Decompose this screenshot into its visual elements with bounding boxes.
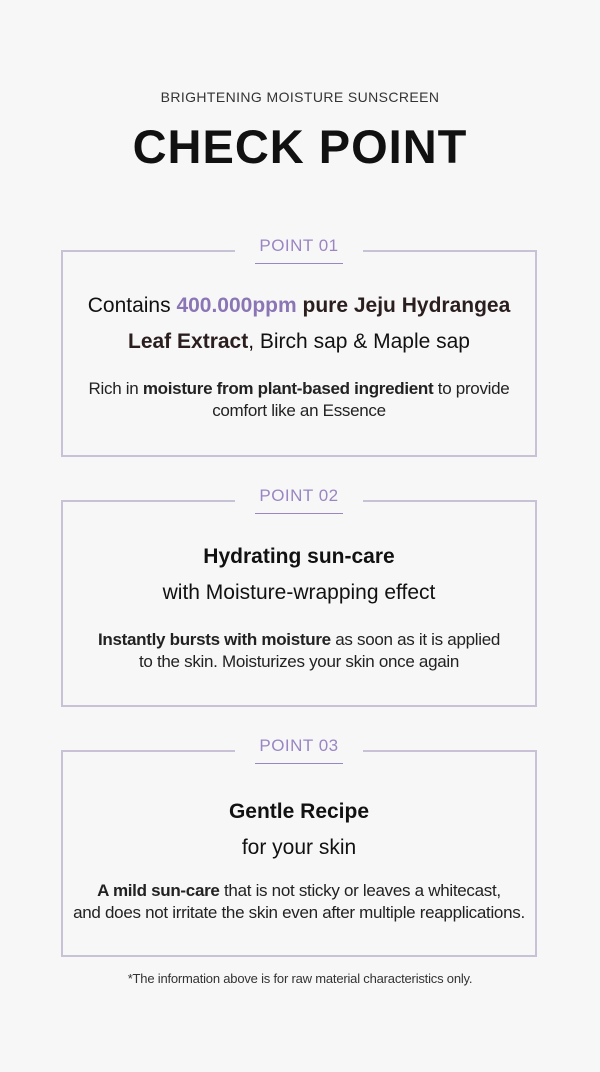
point-label: POINT 01 <box>259 236 339 255</box>
point-headline: Hydrating sun-care <box>203 545 395 568</box>
point-card-3 <box>61 736 537 957</box>
point-badge-2 <box>235 485 363 514</box>
page-title: CHECK POINT <box>132 120 468 173</box>
point-subhead: with Moisture-wrapping effect <box>162 581 436 604</box>
point-body: A mild sun-care that is not sticky or leaves a whitecast, and does not irritate the skin even after multiple reapplications. <box>73 881 525 922</box>
point-label: POINT 02 <box>259 486 339 505</box>
point-badge-1 <box>235 235 363 264</box>
point-card-1 <box>61 236 537 457</box>
point-body: Rich in moisture from plant-based ingredient to provide comfort like an Essence <box>88 379 510 420</box>
eyebrow-text: BRIGHTENING MOISTURE SUNSCREEN <box>160 89 440 105</box>
point-badge-3 <box>235 735 363 764</box>
badge-underline <box>255 763 343 764</box>
badge-underline <box>255 263 343 264</box>
point-subhead: for your skin <box>241 836 357 859</box>
point-headline: Contains 400.000ppm pure Jeju Hydrangea <box>87 294 511 317</box>
point-label: POINT 03 <box>259 736 339 755</box>
footnote: *The information above is for raw material characteristics only. <box>127 971 473 986</box>
badge-underline <box>255 513 343 514</box>
point-headline-cont: Leaf Extract, Birch sap & Maple sap <box>128 330 470 353</box>
point-card-2 <box>61 486 537 707</box>
point-headline: Gentle Recipe <box>228 800 370 823</box>
point-body: Instantly bursts with moisture as soon as it is applied to the skin. Moisturizes your skin once again <box>97 630 501 671</box>
